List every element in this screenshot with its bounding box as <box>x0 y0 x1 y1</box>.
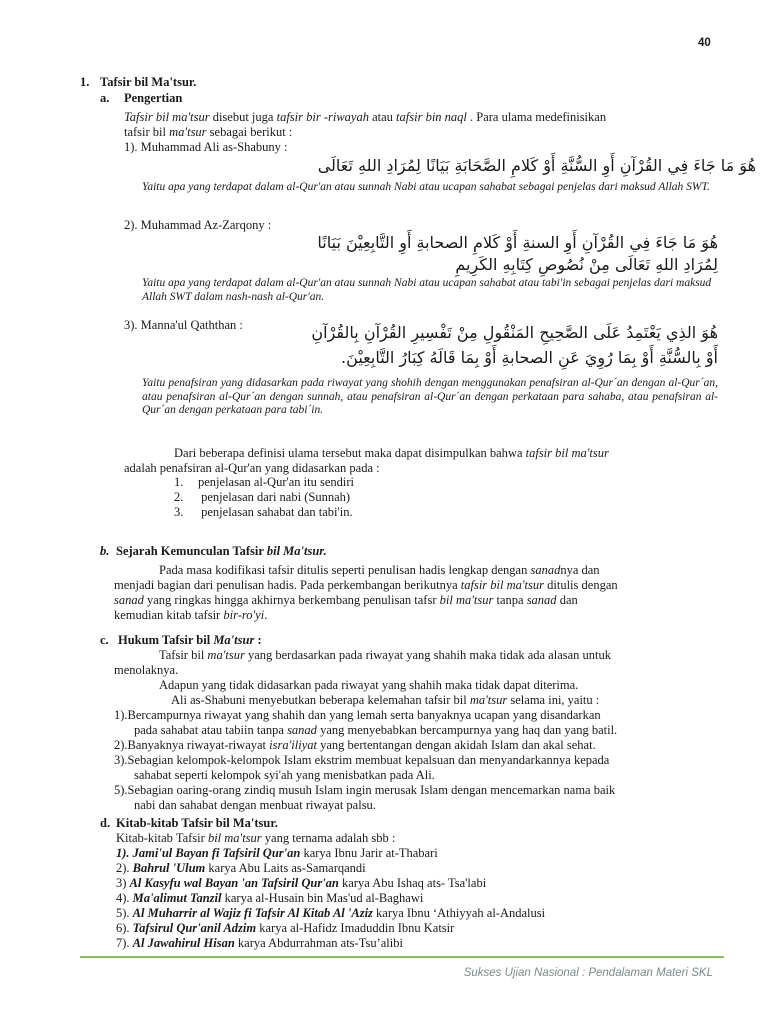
subsection-b-title: Sejarah Kemunculan Tafsir bil Ma'tsur. <box>116 544 327 558</box>
footer-divider <box>80 956 724 958</box>
list-item: 3).Sebagian kelompok-kelompok Islam ekstrim membuat kepalsuan dan menyandarkannya kepada <box>114 753 610 767</box>
page-number: 40 <box>698 37 711 49</box>
list-item: 2. penjelasan dari nabi (Sunnah) <box>174 490 351 504</box>
subsection-a-label: a. <box>100 91 110 105</box>
definition-3-label: 3). Manna'ul Qaththan : <box>124 318 243 332</box>
list-item: 2).Banyaknya riwayat-riwayat isra'iliyat yang bertentangan dengan akidah Islam dan akal sehat. <box>114 738 596 752</box>
sejarah-paragraph: Pada masa kodifikasi tafsir ditulis seperti penulisan hadis lengkap dengan sanadnya dan menjadi bagian dari penulisan hadis. Pada perkembangan berikutnya tafsir bil ma'tsur ditulis dengan sanad yang ringkas hingga akhirnya berkembang penulisan tafsr bil ma'tsur tanpa sanad dan kemudian kitab tafsir bir-ro'yi. <box>114 563 618 622</box>
definition-2-label: 2). Muhammad Az-Zarqony : <box>124 218 272 232</box>
list-item: 6). Tafsirul Qur'anil Adzim karya al-Hafidz Imaduddin Ibnu Katsir <box>116 921 455 935</box>
pengertian-intro: Tafsir bil ma'tsur disebut juga tafsir bir -riwayah atau tafsir bin naql . Para ulama medefinisikan tafsir bil ma'tsur sebagai berikut : 1). Muhammad Ali as-Shabuny : <box>124 110 716 155</box>
section-title: Tafsir bil Ma'tsur. <box>100 75 197 89</box>
kitab-list: Kitab-kitab Tafsir bil ma'tsur yang ternama adalah sbb : 1). Jami'ul Bayan fi Tafsiril Qur'an karya Ibnu Jarir at-Thabari 2). Bahrul 'Ulum karya Abu Laits as-Samarqandi 3) Al Kasyfu wal Bayan 'an Tafsiril Qur'an karya Abu Ishaq ats- Tsa'labi 4). Ma'alimut Tanzil karya al-Husain bin Mas'ud al-Baghawi 5). Al Muharrir al Wajiz fi Tafsir Al Kitab Al 'Aziz karya Ibnu ‘Athiyyah al-Andalusi 6). Tafsirul Qur'anil Adzim karya al-Hafidz Imaduddin Ibnu Katsir 7). Al Jawahirul Hisan karya Abdurrahman ats-Tsu’alibi <box>116 831 716 951</box>
definition-1-translation: Yaitu apa yang terdapat dalam al-Qur'an atau sunnah Nabi atau ucapan sahabat sebagai penjelas dari maksud Allah SWT. <box>142 181 710 193</box>
subsection-a-title: Pengertian <box>124 91 183 105</box>
definition-2-translation: Yaitu apa yang terdapat dalam al-Qur'an atau sunnah Nabi atau ucapan sahabat atau tabi'in sebagai penjelas dari maksud Allah SWT dalam nash-nash al-Qur'an. <box>142 277 712 303</box>
list-item: 4). Ma'alimut Tanzil karya al-Husain bin Mas'ud al-Baghawi <box>116 891 424 905</box>
definition-3-translation: Yaitu penafsiran yang didasarkan pada riwayat yang shohih dengan menggunakan penafsiran al-Qur´an dengan al-Qur´an, atau penafsiran al-Qur´an dengan sunnah, atau penafsiran al-Qur´an dengan perkataan para sahaba, atau penafsiran al-Qur´an dengan perkataan para tabi´in. <box>142 377 718 416</box>
subsection-d-title: Kitab-kitab Tafsir bil Ma'tsur. <box>116 816 278 830</box>
definition-2-arabic-line2: لِمُرَادِ اللهِ تَعَالَى مِنْ نُصُوصِ كِتَابِهِ الكَرِيمِ <box>455 255 718 274</box>
definition-3-arabic-line1: هُوَ الذِي يَعْتَمِدُ عَلَى الصَّحِيحِ المَنْقُولِ مِنْ تَفْسِيرِ القُرْآنِ بِالقُرْآنِ <box>311 323 718 342</box>
list-item: 3. penjelasan sahabat dan tabi'in. <box>174 505 353 519</box>
subsection-b-label: b. <box>100 544 110 558</box>
conclusion-paragraph: Dari beberapa definisi ulama tersebut maka dapat disimpulkan bahwa tafsir bil ma'tsur adalah penafsiran al-Qur'an yang didasarkan pada : <box>124 446 609 475</box>
definition-2-arabic-line1: هُوَ مَا جَاءَ فِي القُرْآنِ أَوِ السنةِ أَوْ كَلامِ الصحابةِ أَوِ التَّابِعِيْنَ بَيَانًا <box>317 233 718 252</box>
definition-1-label: 1). Muhammad Ali as-Shabuny : <box>124 140 288 154</box>
list-item: 3) Al Kasyfu wal Bayan 'an Tafsiril Qur'an karya Abu Ishaq ats- Tsa'labi <box>116 876 487 890</box>
definition-1-arabic: هُوَ مَا جَاءَ فِي القُرْآنِ أَوِ السُّنَّةِ أَوْ كَلامِ الصَّحَابَةِ بَيَانًا لِمُرَادِ اللهِ تَعَالَى <box>317 156 756 175</box>
list-item: 2). Bahrul 'Ulum karya Abu Laits as-Samarqandi <box>116 861 366 875</box>
hukum-paragraph: Tafsir bil ma'tsur yang berdasarkan pada riwayat yang shahih maka tidak ada alasan untuk menolaknya. Adapun yang tidak didasarkan pada riwayat yang shahih maka tidak dapat diterima. Ali as-Shabuni menyebutkan beberapa kelemahan tafsir bil ma'tsur selama ini, yaitu : 1).Bercampurnya riwayat yang shahih dan yang lemah serta banyaknya ucapan yang disandarkan pada sahabat atau tabiin tanpa sanad yang menyebabkan bercampurnya yang haq dan yang batil. 2).Banyaknya riwayat-riwayat isra'iliyat yang bertentangan dengan akidah Islam dan akal sehat. 3).Sebagian kelompok-kelompok Islam ekstrim membuat kepalsuan dan menyandarkannya kepada sahabat seperti kelompok syi'ah yang menisbatkan pada Ali. 5).Sebagian oaring-orang zindiq musuh Islam ingin merusak Islam dengan mencemarkan nama baik nabi dan sahabat dengan menbuat riwayat palsu. <box>114 648 718 813</box>
list-item: 1).Bercampurnya riwayat yang shahih dan yang lemah serta banyaknya ucapan yang disandarkan <box>114 708 601 722</box>
conclusion-list <box>174 475 354 520</box>
section-number: 1. <box>80 75 90 89</box>
subsection-c-label: c. <box>100 633 109 647</box>
subsection-d-label: d. <box>100 816 111 830</box>
list-item: 1). Jami'ul Bayan fi Tafsiril Qur'an karya Ibnu Jarir at-Thabari <box>116 846 438 860</box>
definition-3-arabic-line2: أَوْ بِالسُّنَّةِ أَوْ بِمَا رُوِيَ عَنِ الصحابةِ أَوْ بِمَا قَالَهُ كِبَارُ التَّابِعِيْنَ. <box>341 348 718 367</box>
list-item: 7). Al Jawahirul Hisan karya Abdurrahman ats-Tsu’alibi <box>116 936 403 950</box>
list-item: 1. penjelasan al-Qur'an itu sendiri <box>174 475 355 489</box>
list-item: 5).Sebagian oaring-orang zindiq musuh Islam ingin merusak Islam dengan mencemarkan nama baik <box>114 783 616 797</box>
subsection-c-title: Hukum Tafsir bil Ma'tsur : <box>118 633 262 647</box>
footer-text: Sukses Ujian Nasional : Pendalaman Materi SKL <box>463 967 713 979</box>
list-item: 5). Al Muharrir al Wajiz fi Tafsir Al Kitab Al 'Aziz karya Ibnu ‘Athiyyah al-Andalusi <box>116 906 546 920</box>
